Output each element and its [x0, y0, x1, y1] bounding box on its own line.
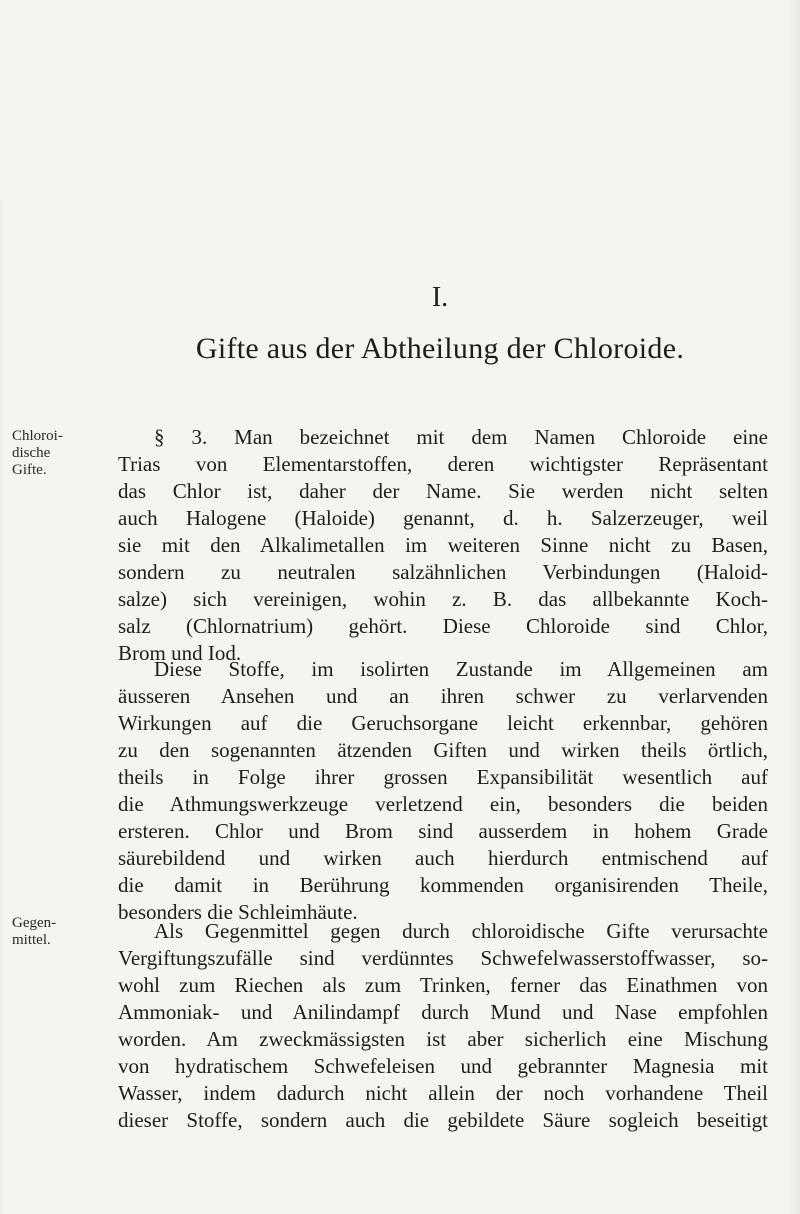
text-line: das Chlor ist, daher der Name. Sie werden nicht selten [118, 479, 768, 503]
text-line: salz (Chlornatrium) gehört. Diese Chloroide sind Chlor, [118, 614, 768, 638]
margin-note-line: Gifte. [12, 462, 47, 478]
text-line: besonders die Schleimhäute. [118, 900, 358, 924]
text-line: sie mit den Alkalimetallen im weiteren Sinne nicht zu Basen, [118, 533, 768, 557]
text-line: dieser Stoffe, sondern auch die gebildete Säure sogleich beseitigt [118, 1108, 768, 1132]
chapter-number: I. [431, 282, 449, 313]
gutter-shadow [786, 0, 800, 1214]
text-line: Brom und Iod. [118, 641, 242, 665]
text-line: theils in Folge ihrer grossen Expansibilität wesentlich auf [118, 765, 768, 789]
text-line: von hydratischem Schwefeleisen und gebrannter Magnesia mit [118, 1054, 768, 1078]
margin-note-line: dische [12, 445, 51, 461]
margin-note-line: mittel. [12, 932, 51, 948]
text-line: salze) sich vereinigen, wohin z. B. das allbekannte Koch- [118, 587, 768, 611]
text-line: Wirkungen auf die Geruchsorgane leicht erkennbar, gehören [118, 711, 768, 735]
text-line: Wasser, indem dadurch nicht allein der noch vorhandene Theil [118, 1081, 768, 1105]
text-line: zu den sogenannten ätzenden Giften und wirken theils örtlich, [118, 738, 768, 762]
text-line: sondern zu neutralen salzähnlichen Verbindungen (Haloid- [118, 560, 768, 584]
paragraph-stoffe-wirkungen [118, 656, 768, 926]
text-line: Vergiftungszufälle sind verdünntes Schwefelwasserstoffwasser, so- [118, 946, 768, 970]
text-line: worden. Am zweckmässigsten ist aber sicherlich eine Mischung [118, 1027, 768, 1051]
text-line: Trias von Elementarstoffen, deren wichtigster Repräsentant [118, 452, 768, 476]
margin-note-line: Gegen- [12, 915, 57, 931]
text-line: säurebildend und wirken auch hierdurch entmischend auf [118, 846, 768, 870]
text-line: Ammoniak- und Anilindampf durch Mund und Nase empfohlen [118, 1000, 768, 1024]
text-line: wohl zum Riechen als zum Trinken, ferner das Einathmen von [118, 973, 768, 997]
text-line: Diese Stoffe, im isolirten Zustande im Allgemeinen am [154, 657, 768, 681]
paragraph-gegenmittel [118, 918, 768, 1134]
text-line: die damit in Berührung kommenden organisirenden Theile, [118, 873, 768, 897]
chapter-title: Gifte aus der Abtheilung der Chloroide. [195, 332, 685, 365]
text-line: ersteren. Chlor und Brom sind ausserdem in hohem Grade [118, 819, 768, 843]
text-line: § 3. Man bezeichnet mit dem Namen Chloroide eine [154, 425, 768, 449]
text-line: auch Halogene (Haloide) genannt, d. h. Salzerzeuger, weil [118, 506, 768, 530]
paragraph-chloroide-definition [118, 424, 768, 667]
text-line: äusseren Ansehen und an ihren schwer zu verlarvenden [118, 684, 768, 708]
margin-note-line: Chloroi- [12, 428, 63, 444]
margin-note-gegenmittel [12, 915, 104, 949]
text-line: Als Gegenmittel gegen durch chloroidische Gifte verursachte [154, 919, 768, 943]
text-line: die Athmungswerkzeuge verletzend ein, besonders die beiden [118, 792, 768, 816]
margin-note-chloroidische-gifte [12, 428, 104, 479]
